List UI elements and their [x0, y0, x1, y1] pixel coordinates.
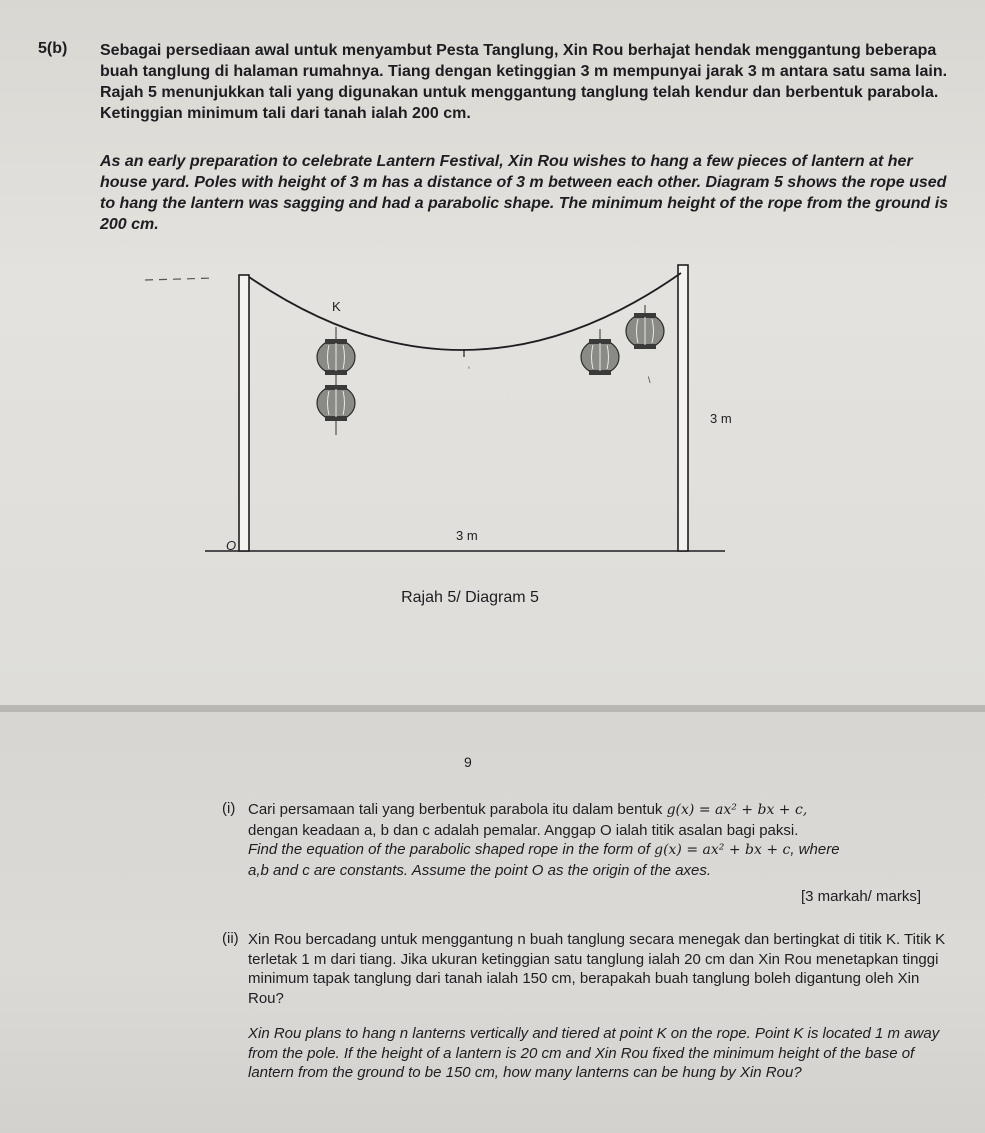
part-ii-label: (ii): [222, 930, 239, 947]
part-i-english-suffix: , where: [790, 841, 840, 858]
part-i-malay-prefix: Cari persamaan tali yang berbentuk parabola itu dalam bentuk: [248, 801, 663, 818]
svg-text:‘: ‘: [468, 365, 470, 375]
part-i-marks: [3 markah/ marks]: [800, 888, 921, 905]
part-i-malay-rest: dengan keadaan a, b dan c adalah pemalar. Anggap O ialah titik asalan bagi paksi.: [248, 821, 799, 839]
lantern-right-low: [581, 329, 619, 375]
point-k-label: K: [332, 299, 341, 314]
question-number: 5(b): [38, 40, 68, 57]
part-i-label: (i): [222, 800, 236, 817]
svg-text:\: \: [648, 375, 651, 385]
lantern-left-lower: [317, 375, 355, 435]
part-i-english-prefix: Find the equation of the parabolic shaped rope in the form of: [248, 841, 650, 858]
diagram-5: [130, 255, 750, 575]
part-ii-english: Xin Rou plans to hang n lanterns vertically and tiered at point K on the rope. Point K is located 1 m away from the pole. If the height of a lantern is 20 cm and Xin Rou fixed the minimum height of the base of lantern from the ground to be 150 cm, how many lanterns can be hung by Xin Rou?: [248, 1025, 940, 1081]
part-ii-malay: Xin Rou bercadang untuk menggantung n buah tanglung secara menegak dan bertingkat di titik K. Titik K terletak 1 m dari tiang. Jika ukuran ketinggian satu tanglung ialah 20 cm dan Xin Rou menetapkan tinggi minimum tapak tanglung dari tanah ialah 150 cm, berapakah buah tanglung boleh digantung oleh Xin Rou?: [248, 931, 946, 1007]
part-i-english-rest: a,b and c are constants. Assume the point O as the origin of the axes.: [248, 861, 712, 879]
lantern-right-high: [626, 305, 664, 349]
part-i-text: [248, 800, 948, 880]
width-label: 3 m: [456, 528, 478, 543]
dashed-mark: [145, 278, 215, 280]
question-text-english: As an early preparation to celebrate Lantern Festival, Xin Rou wishes to hang a few pieces of lantern at her house yard. Poles with height of 3 m has a distance of 3 m between each other. Diagram 5 shows the rope used to hang the lantern was sagging and had a parabolic shape. The minimum height of the rope from the ground is 200 cm.: [100, 153, 949, 233]
lantern-left-upper: [317, 327, 355, 375]
height-label: 3 m: [710, 411, 732, 426]
part-i-english-line: [248, 840, 948, 861]
part-i-english-formula: g(x) = ax² + bx + c: [654, 842, 791, 858]
part-i-malay-line: [248, 800, 948, 821]
origin-label: O: [226, 538, 237, 553]
rope-parabola: [249, 273, 681, 350]
part-i-formula: g(x) = ax² + bx + c,: [666, 802, 808, 818]
question-text-malay: Sebagai persediaan awal untuk menyambut Pesta Tanglung, Xin Rou berhajat hendak menggantung beberapa buah tanglung di halaman rumahnya. Tiang dengan ketinggian 3 m mempunyai jarak 3 m antara satu sama lain. Rajah 5 menunjukkan tali yang digunakan untuk menggantung tanglung telah kendur dan berbentuk parabola. Ketinggian minimum tali dari tanah ialah 200 cm.: [100, 42, 948, 122]
diagram-caption: Rajah 5/ Diagram 5: [401, 589, 539, 606]
right-pole: [678, 265, 688, 551]
left-pole: [239, 275, 249, 551]
page-number: 9: [464, 754, 472, 770]
